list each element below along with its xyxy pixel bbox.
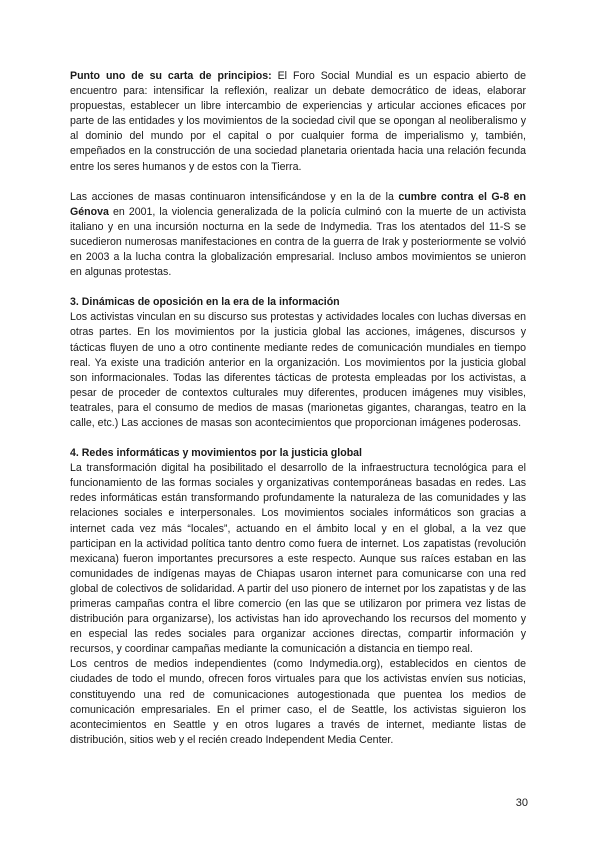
paragraph-gap: [70, 280, 526, 295]
section-3-paragraph: Los activistas vinculan en su discurso sus protestas y actividades locales con luchas diversas en otras partes. En los movimientos por la justicia global las acciones, imágenes, discursos y tácticas fluyen de uno a otro continente mediante redes de comunicación mundiales en tiempo real. Ya existe una tradición anterior en la organización. Los movimientos por la justicia global son informacionales. Todas las diferentes tácticas de protesta empleadas por los activistas, a pesar de proceder de contextos culturales muy diferentes, producen imágenes muy visibles, teatrales, para el consumo de medios de masas (marionetas gigantes, charangas, teatro en la calle, etc.) Las acciones de masas son acontecimientos que proporcionan imágenes poderosas.: [70, 311, 526, 429]
paragraph-gap: [70, 175, 526, 190]
paragraph-bold-lead: Punto uno de su carta de principios:: [70, 70, 272, 82]
paragraph-mass-actions: [70, 190, 526, 281]
page-number: 30: [515, 797, 528, 809]
paragraph-text: El Foro Social Mundial es un espacio abierto de encuentro para: intensificar la reflexión, realizar un debate democrático de ideas, elaborar propuestas, establecer un libre intercambio de experiencias y articular acciones eficaces por parte de las entidades y los movimientos de la sociedad civil que se opongan al neoliberalismo y al dominio del mundo por el capital o por cualquier forma de imperialismo y, también, empeñados en la construcción de una sociedad planetaria orientada hacia una relación fecunda entre los seres humanos y de estos con la Tierra.: [70, 70, 526, 173]
page-content: [70, 69, 526, 748]
paragraph-principles: [70, 69, 526, 175]
paragraph-gap: [70, 431, 526, 446]
paragraph-text-a: Las acciones de masas continuaron intensificándose y en la de la: [70, 190, 399, 203]
paragraph-bold-genova: cumbre contra el G-8 en Génova: [70, 190, 526, 218]
section-4-paragraph-2: Los centros de medios independientes (como Indymedia.org), establecidos en cientos de ciudades de todo el mundo, ofrecen foros virtuales para que los activistas envíen sus noticias, constituyendo una red de comunicaciones autogestionada que puentea los medios de comunicación empresariales. En el primer caso, el de Seattle, los activistas siguieron los acontecimientos en Seattle y en otros lugares a través de internet, mediante listas de distribución, sitios web y el recién creado Independent Media Center.: [70, 658, 526, 746]
section-4-paragraph-1: La transformación digital ha posibilitado el desarrollo de la infraestructura tecnológica para el funcionamiento de las formas sociales y organizativas contemporáneas basadas en redes. Las redes informáticas están transformando profundamente la naturaleza de las comunidades y las relaciones sociales e interpersonales. Los movimientos sociales informáticos son gracias a internet cada vez más “locales”, actuando en el ámbito local y en el global, a la vez que participan en la actividad política tanto dentro como fuera de internet. Los zapatistas (revolución mexicana) fueron importantes precursores a este respecto. Aunque sus raíces estaban en las comunidades de indígenas mayas de Chiapas usaron internet para comunicarse con una red global de colectivos de solidaridad. A partir del uso pionero de internet por los zapatistas y de las primeras campañas contra el libre comercio (en las que se utilizaron por primera vez listas de distribución para organizarse), los activistas han ido aprovechando los recursos del momento y en especial las redes sociales para organizar acciones directas, compartir información y recursos, y coordinar campañas mediante la comunicación a distancia en tiempo real.: [70, 462, 526, 656]
section-4-heading: 4. Redes informáticas y movimientos por la justicia global: [70, 447, 363, 460]
section-3-heading: 3. Dinámicas de oposición en la era de la información: [70, 296, 340, 309]
paragraph-text-b: en 2001, la violencia generalizada de la policía culminó con la muerte de un activista italiano y en una incursión nocturna en la sede de Indymedia. Tras los atentados del 11-S se sucedieron numerosas manifestaciones en contra de la guerra de Irak y posteriormente se volvió en 2003 a la lucha contra la globalización empresarial. Incluso ambos movimientos se unieron en algunas protestas.: [70, 205, 526, 279]
